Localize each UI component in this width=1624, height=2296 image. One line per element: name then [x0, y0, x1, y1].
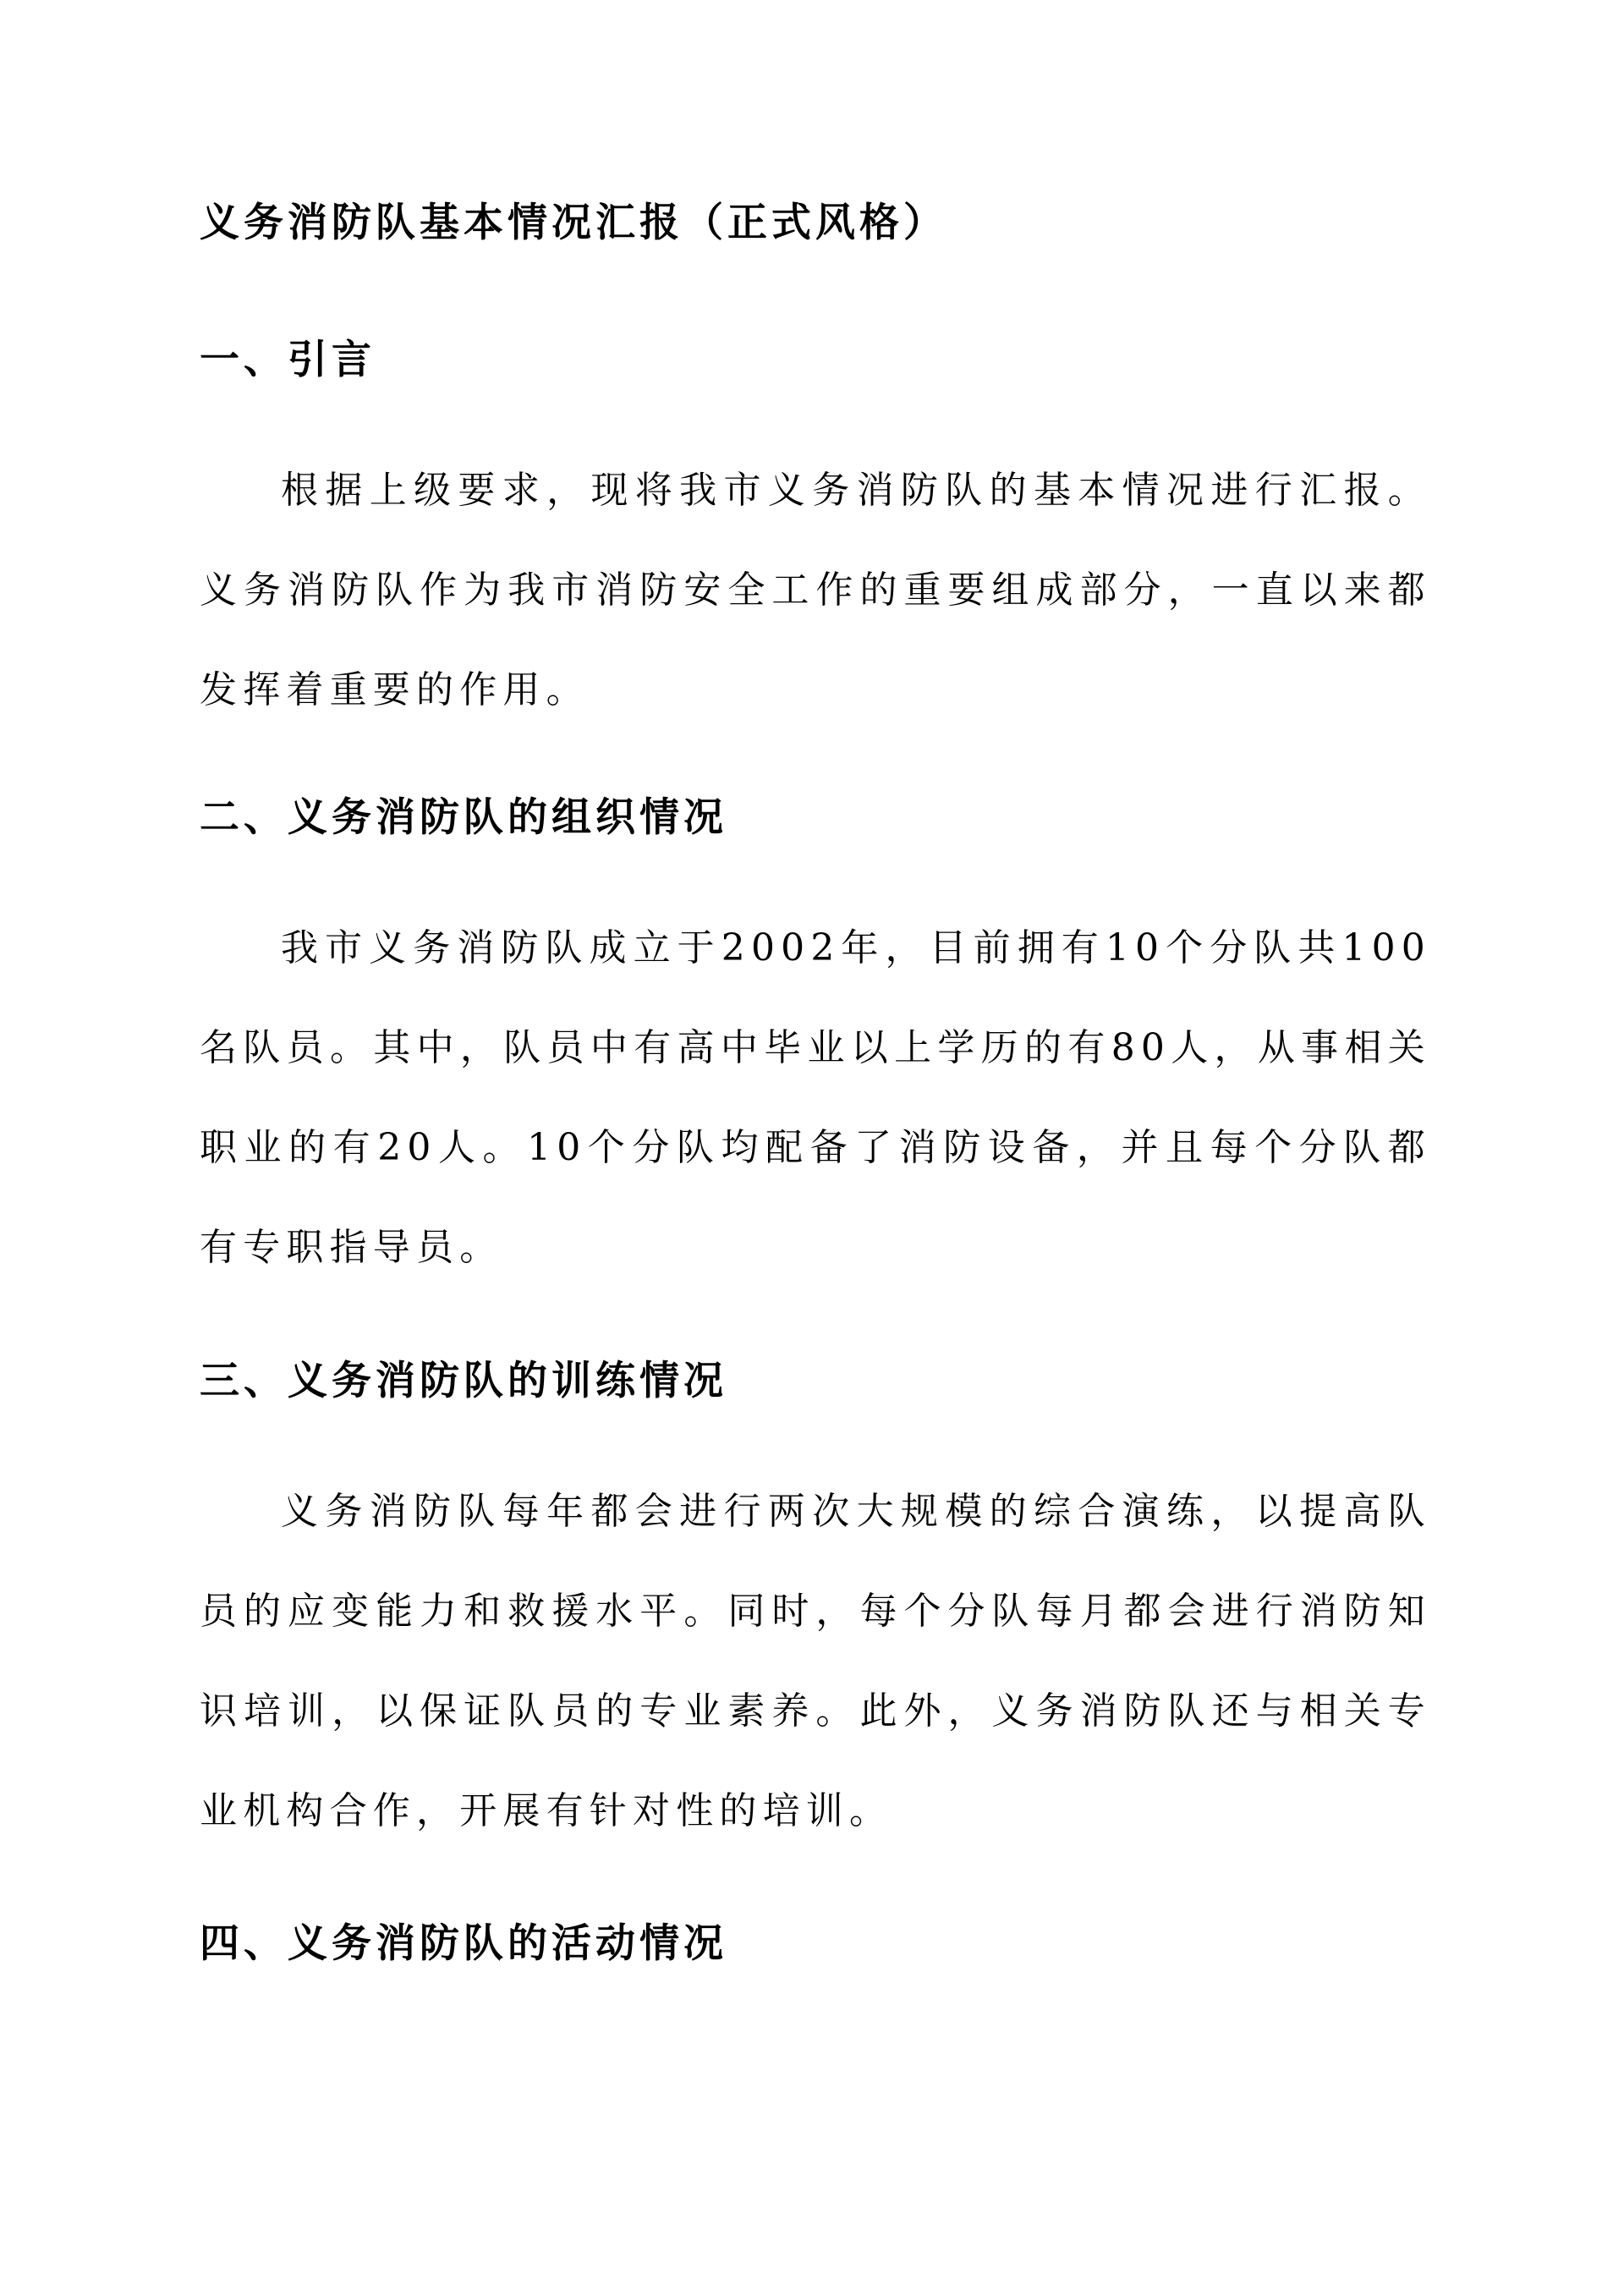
section-paragraph-organization: 我市义务消防队成立于2002年，目前拥有10个分队共100名队员。其中，队员中有高中毕业以上学历的有80人，从事相关职业的有20人。10个分队均配备了消防设备，并且每个分队都有专职指导员。	[200, 926, 1431, 1269]
section-heading-introduction: 一、引言	[200, 337, 376, 383]
section-heading-activities: 四、义务消防队的活动情况	[200, 1920, 727, 1967]
document-title: 义务消防队基本情况汇报（正式风格）	[200, 200, 947, 246]
section-heading-training: 三、义务消防队的训练情况	[200, 1358, 727, 1404]
section-paragraph-introduction: 根据上级要求，现将我市义务消防队的基本情况进行汇报。义务消防队作为我市消防安全工作的重要组成部分，一直以来都发挥着重要的作用。	[200, 469, 1431, 711]
section-paragraph-training: 义务消防队每年都会进行两次大规模的综合演练，以提高队员的应变能力和救援水平。同时，每个分队每月都会进行消防知识培训，以保证队员的专业素养。此外，义务消防队还与相关专业机构合作，开展有针对性的培训。	[200, 1490, 1431, 1832]
section-heading-organization: 二、义务消防队的组织情况	[200, 794, 727, 841]
